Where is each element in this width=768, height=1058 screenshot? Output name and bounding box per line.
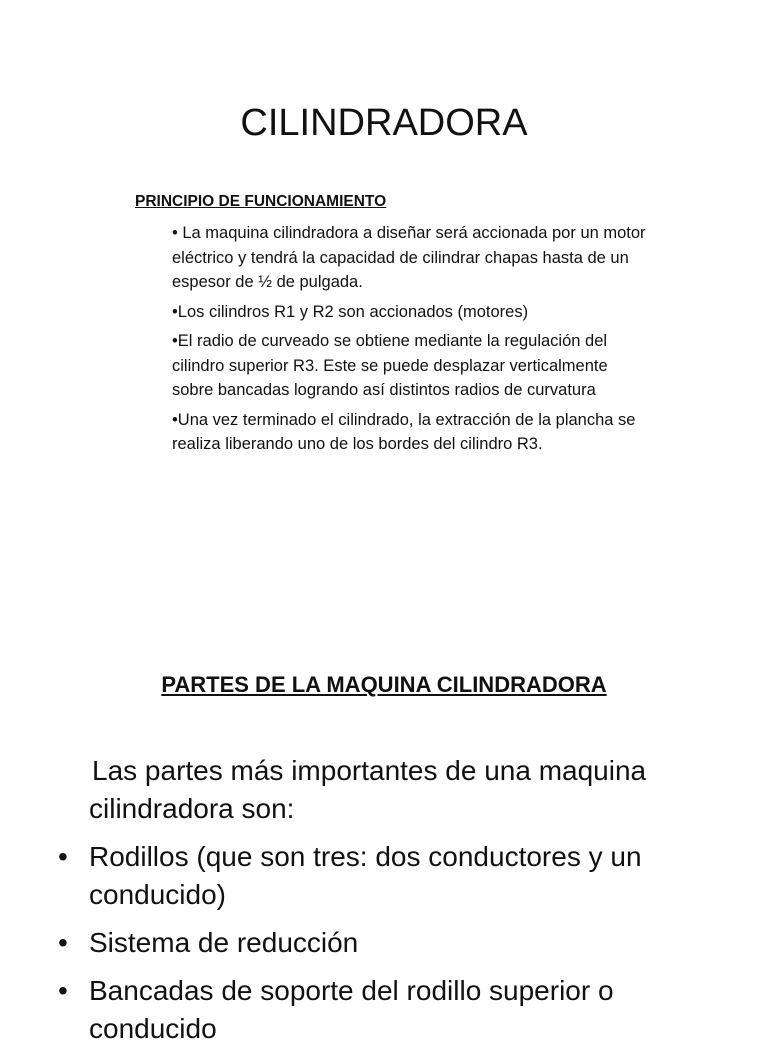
- parts-item: [58, 924, 708, 962]
- parts-item-text: Bancadas de soporte del rodillo superior o conducido: [89, 975, 614, 1044]
- parts-item: [58, 838, 708, 914]
- parts-item: [58, 972, 708, 1048]
- bullet-icon: •: [58, 841, 68, 872]
- principle-heading: PRINCIPIO DE FUNCIONAMIENTO: [135, 193, 387, 210]
- principle-item: •Los cilindros R1 y R2 son accionados (motores): [172, 302, 529, 321]
- parts-item-text: Sistema de reducción: [89, 927, 359, 958]
- principle-item: •Una vez terminado el cilindrado, la extracción de la plancha se realiza liberando uno de los bordes del cilindro R3.: [172, 410, 636, 453]
- principle-item: • La maquina cilindradora a diseñar será accionada por un motor eléctrico y tendrá la capacidad de cilindrar chapas hasta de un espesor de ½ de pulgada.: [172, 224, 646, 291]
- bullet-icon: •: [58, 975, 68, 1006]
- slide-title: CILINDRADORA: [240, 102, 528, 144]
- principle-list: [172, 221, 652, 462]
- parts-item-text: Rodillos (que son tres: dos conductores y un conducido): [89, 841, 642, 910]
- principle-item: •El radio de curveado se obtiene mediante la regulación del cilindro superior R3. Este se puede desplazar verticalmente sobre bancadas logrando así distintos radios de curvatura: [172, 332, 608, 399]
- bullet-icon: •: [58, 927, 68, 958]
- parts-intro: Las partes más importantes de una maquina cilindradora son:: [89, 755, 647, 824]
- parts-heading: PARTES DE LA MAQUINA CILINDRADORA: [161, 672, 607, 697]
- parts-list: [58, 838, 708, 1058]
